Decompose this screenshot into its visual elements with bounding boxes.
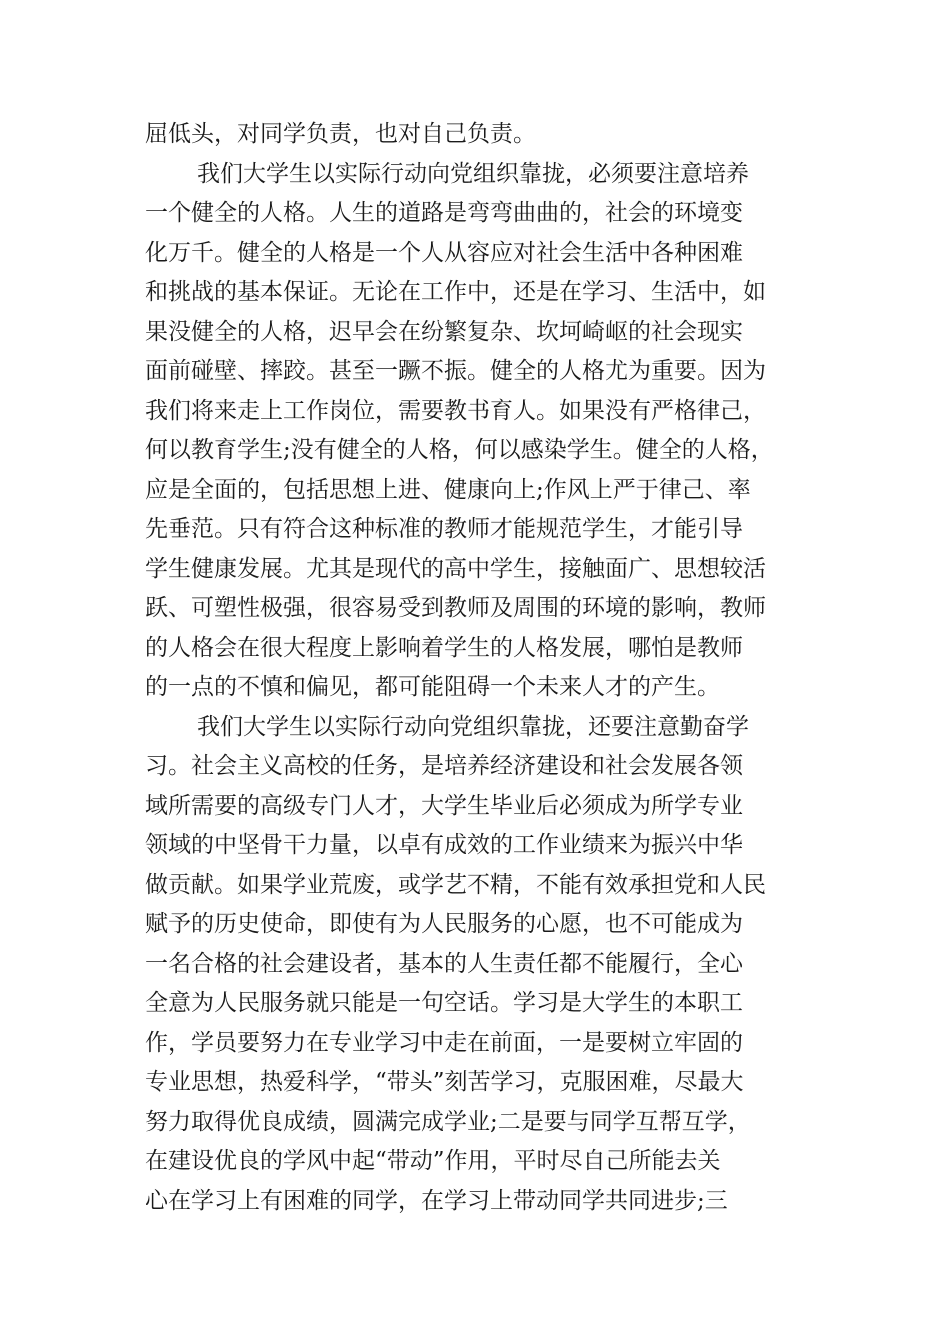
text-line: 专业思想，热爱科学，“带头”刻苦学习，克服困难，尽最大: [145, 1069, 744, 1095]
paragraph-2: [145, 155, 815, 708]
text-line: 作，学员要努力在专业学习中走在前面，一是要树立牢固的: [145, 1029, 743, 1056]
text-line: 领域的中坚骨干力量，以卓有成效的工作业绩来为振兴中华: [145, 832, 743, 858]
body-text: [145, 115, 815, 1221]
text-line: 习。社会主义高校的任务，是培养经济建设和社会发展各领: [145, 753, 743, 779]
text-line: 的一点的不慎和偏见，都可能阻碍一个未来人才的产生。: [145, 674, 720, 700]
text-line: 做贡献。如果学业荒废，或学艺不精，不能有效承担党和人民: [145, 871, 766, 898]
text-line: 跃、可塑性极强，很容易受到教师及周围的环境的影响，教师: [145, 595, 766, 621]
text-line: 学生健康发展。尤其是现代的高中学生，接触面广、思想较活: [145, 555, 766, 582]
text-line: 我们大学生以实际行动向党组织靠拢，必须要注意培养: [197, 160, 749, 187]
paragraph-1: [145, 115, 815, 155]
text-line: 一个健全的人格。人生的道路是弯弯曲曲的，社会的环境变: [145, 200, 743, 226]
text-line: 面前碰壁、摔跤。甚至一蹶不振。健全的人格尤为重要。因为: [145, 358, 766, 384]
text-line: 全意为人民服务就只能是一句空话。学习是大学生的本职工: [145, 990, 743, 1016]
text-line: 我们大学生以实际行动向党组织靠拢，还要注意勤奋学: [197, 713, 749, 740]
text-line: 赋予的历史使命，即使有为人民服务的心愿，也不可能成为: [145, 911, 743, 937]
text-line: 屈低头，对同学负责，也对自己负责。: [145, 121, 536, 147]
text-line: 化万千。健全的人格是一个人从容应对社会生活中各种困难: [145, 239, 743, 266]
text-line: 何以教育学生;没有健全的人格，何以感染学生。健全的人格，: [145, 437, 774, 463]
text-line: 我们将来走上工作岗位，需要教书育人。如果没有严格律己，: [145, 397, 766, 424]
text-line: 一名合格的社会建设者，基本的人生责任都不能履行，全心: [145, 950, 743, 977]
text-line: 应是全面的，包括思想上进、健康向上;作风上严于律己、率: [145, 476, 751, 503]
paragraph-3: [145, 708, 815, 1222]
text-line: 和挑战的基本保证。无论在工作中，还是在学习、生活中，如: [145, 279, 766, 305]
text-line: 的人格会在很大程度上影响着学生的人格发展，哪怕是教师: [145, 634, 743, 661]
text-line: 在建设优良的学风中起“带动”作用，平时尽自己所能去关: [145, 1148, 721, 1174]
text-line: 努力取得优良成绩，圆满完成学业;二是要与同学互帮互学，: [145, 1108, 751, 1135]
text-line: 果没健全的人格，迟早会在纷繁复杂、坎坷崎岖的社会现实: [145, 318, 743, 345]
text-line: 心在学习上有困难的同学，在学习上带动同学共同进步;三: [145, 1187, 728, 1214]
text-line: 先垂范。只有符合这种标准的教师才能规范学生，才能引导: [145, 516, 743, 542]
text-line: 域所需要的高级专门人才，大学生毕业后必须成为所学专业: [145, 792, 743, 819]
